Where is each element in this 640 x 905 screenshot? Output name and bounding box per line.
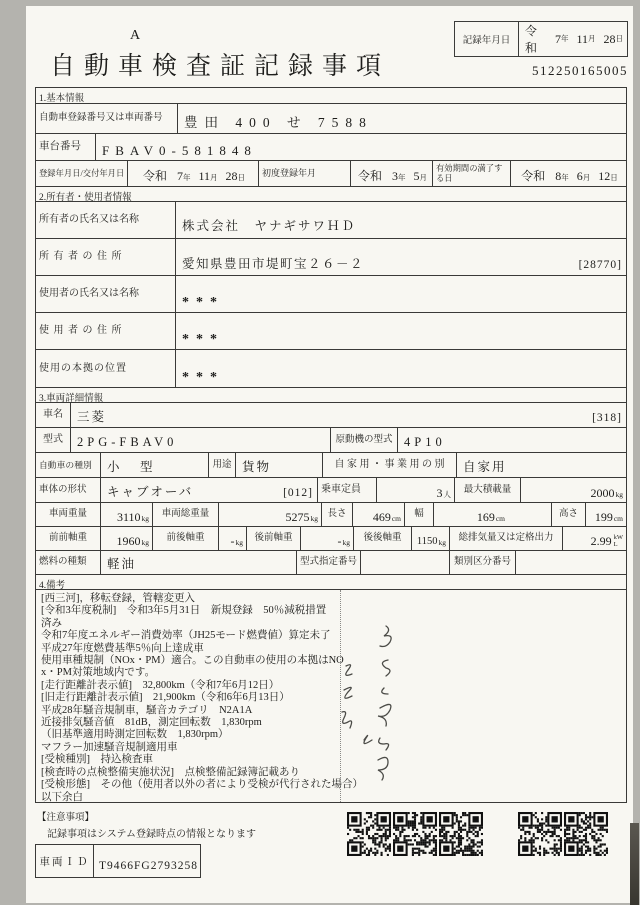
day-value: 12	[598, 168, 611, 183]
width-value	[434, 503, 552, 526]
vehicle-weight-number: 3110	[116, 509, 141, 524]
notice-text: 記録事項はシステム登録時点の情報となります	[47, 829, 256, 840]
base-location-row	[36, 349, 626, 387]
make-row	[36, 402, 626, 427]
remark-line: [令和3年度税制] 令和3年5月31日 新規登録 50％減税措置	[41, 605, 327, 617]
year-unit: 年	[182, 172, 191, 182]
qr-code-icon	[393, 812, 437, 856]
month-value: 11	[576, 31, 588, 46]
axle-rear-front-value	[301, 527, 354, 550]
owner-address-label: 所 有 者 の 住 所	[36, 239, 176, 275]
kg-unit: kg	[438, 537, 446, 547]
chassis-number-value: FBAV0-581848	[102, 142, 257, 158]
day-unit: 日	[237, 172, 246, 182]
year-unit: 年	[560, 34, 569, 43]
engine-model-label: 原動機の型式	[331, 428, 398, 452]
make-label: 車名	[36, 403, 71, 427]
kg-unit: kg	[141, 513, 149, 523]
kg-unit: kg	[141, 537, 149, 547]
era-label: 令和	[521, 168, 546, 183]
axle-front-front-value	[101, 527, 153, 550]
qr-code-icon	[347, 812, 391, 856]
vehicle-weight-value	[101, 503, 153, 526]
certificate-table	[35, 87, 627, 803]
classification-label: 類別区分番号	[450, 551, 516, 574]
length-label: 長さ	[322, 503, 353, 526]
length-number: 469	[372, 509, 391, 524]
category-value: 小 型	[101, 453, 209, 477]
owner-name-value: 株式会社 ヤナギサワＨＤ	[182, 219, 357, 234]
fuel-row	[36, 550, 626, 574]
user-name-value: ***	[182, 294, 224, 310]
kw-unit: kW	[613, 534, 623, 541]
era-label: 令和	[357, 168, 382, 183]
base-location-value: ***	[182, 369, 224, 385]
month-unit: 月	[419, 172, 427, 182]
remark-line: [西三河]，移転登録，管轄変更入	[41, 593, 195, 604]
make-text: 三菱	[77, 410, 107, 425]
era-label: 令和	[142, 168, 167, 183]
user-name-label: 使用者の氏名又は名称	[36, 276, 176, 312]
registration-number-value: 豊田 400 せ 7588	[184, 115, 373, 131]
length-value	[353, 503, 405, 526]
body-shape-text: キャブオーバ	[107, 485, 194, 500]
day-unit: 日	[615, 34, 623, 43]
month-value: 6	[576, 168, 583, 183]
remark-line: [受検種別] 持込検査車	[41, 754, 153, 766]
owner-address-code: [28770]	[578, 259, 622, 272]
section-heading-owner-user: 2.所有者・使用者情報	[36, 186, 626, 201]
gross-weight-label: 車両総重量	[153, 503, 219, 526]
document-serial-number: 512250165005	[532, 63, 628, 78]
cm-unit: cm	[391, 513, 401, 523]
classification-value	[516, 551, 626, 574]
model-row	[36, 427, 626, 452]
kg-unit: kg	[310, 513, 318, 523]
month-unit: 月	[582, 172, 591, 182]
owner-address-value	[176, 239, 626, 275]
person-unit: 人	[443, 489, 451, 499]
capacity-number: 3	[436, 485, 443, 500]
axle-front-rear-label: 前後軸重	[153, 527, 219, 550]
vehicle-id-box	[35, 844, 201, 878]
remark-line: 平成28年騒音規制車，騒音カテゴリ N2A1A	[41, 704, 253, 716]
remark-line: [検査時の点検整備実施状況] 点検整備記録簿記載あり	[41, 766, 300, 778]
model-value: 2PG-FBAV0	[71, 428, 331, 452]
scan-edge-artifact	[630, 823, 639, 905]
document-page	[26, 6, 633, 903]
displacement-value	[563, 527, 626, 550]
axle-front-rear-value	[219, 527, 247, 550]
expiry-date-label: 有効期間の満了する日	[433, 161, 511, 186]
type-designation-label: 型式指定番号	[297, 551, 361, 574]
owner-name-row	[36, 201, 626, 238]
make-value	[71, 403, 626, 427]
qr-code-icon	[439, 812, 483, 856]
private-business-label: 自 家 用 ・ 事 業 用 の 別	[323, 453, 457, 477]
section-heading-basic: 1.基本情報	[39, 94, 85, 104]
use-label: 用途	[209, 453, 236, 477]
owner-address-text: 愛知県豊田市堤町宝２６－２	[182, 257, 365, 272]
width-label: 幅	[405, 503, 434, 526]
cm-unit: cm	[613, 513, 623, 523]
section-heading-vehicle: 3.車両詳細情報	[36, 387, 626, 402]
displacement-label: 総排気量又は定格出力	[450, 527, 563, 550]
registration-number-label: 自動車登録番号又は車両番号	[36, 104, 178, 133]
first-registration-value	[351, 161, 433, 186]
qr-code-icon	[564, 812, 608, 856]
axle-weights-row	[36, 526, 626, 550]
year-value: 8	[555, 168, 562, 183]
day-unit: 日	[610, 172, 618, 182]
fuel-value: 軽油	[101, 551, 297, 574]
dates-row	[36, 160, 626, 186]
vehicle-id-value: T9466FG2793258	[99, 860, 198, 872]
axle-rear-rear-value	[412, 527, 450, 550]
month-value: 5	[413, 168, 420, 183]
axle-number: -	[230, 533, 235, 548]
height-label: 高さ	[552, 503, 586, 526]
width-number: 169	[476, 509, 495, 524]
kg-unit: kg	[342, 537, 350, 547]
liter-unit: L	[613, 540, 618, 548]
year-unit: 年	[398, 172, 406, 182]
registration-date-label: 登録年月日/交付年月日	[36, 161, 128, 186]
remark-line: 令和7年度エネルギー消費効率（JH25モード燃費値）算定未了	[41, 630, 331, 642]
remark-line: x・PM対策地域内です。	[41, 667, 156, 679]
chassis-number-row	[36, 133, 626, 160]
type-designation-value	[361, 551, 450, 574]
registration-number-row	[36, 103, 626, 133]
user-name-row	[36, 275, 626, 312]
year-value: 3	[392, 168, 398, 183]
height-value	[586, 503, 626, 526]
section-heading-remarks: 4.備考	[36, 574, 626, 589]
axle-rear-front-label: 後前軸重	[247, 527, 301, 550]
axle-front-front-label: 前前軸重	[36, 527, 101, 550]
year-value: 7	[176, 168, 183, 183]
kg-unit: kg	[235, 537, 243, 547]
day-value: 28	[603, 31, 616, 46]
month-value: 11	[198, 168, 211, 183]
model-label: 型式	[36, 428, 71, 452]
axle-number: 1960	[116, 533, 141, 548]
body-shape-row	[36, 477, 626, 502]
vehicle-id-label: 車両ＩＤ	[36, 845, 94, 877]
owner-address-row	[36, 238, 626, 275]
remarks-box	[36, 589, 626, 802]
document-title: 自動車検査証記録事項	[50, 53, 391, 80]
axle-number: -	[337, 533, 342, 548]
chassis-number-label: 車台番号	[36, 134, 96, 160]
user-address-row	[36, 312, 626, 349]
cm-unit: cm	[495, 513, 505, 523]
remark-line: 使用車種規制（NOx・PM）適合。この自動車の使用の本拠はNO	[41, 655, 344, 667]
max-load-number: 2000	[590, 485, 615, 500]
vehicle-weight-label: 車両重量	[36, 503, 101, 526]
remark-line: マフラー加速騒音規制適用車	[41, 741, 178, 753]
displacement-number: 2.99	[590, 533, 612, 548]
remark-line: 平成27年度燃費基準5％向上達成車	[41, 642, 204, 654]
category-label: 自動車の種別	[36, 453, 101, 477]
capacity-value	[377, 478, 455, 502]
expiry-date-value	[511, 161, 626, 186]
body-shape-code: [012]	[283, 487, 313, 500]
first-registration-label: 初度登録年月	[259, 161, 351, 186]
fuel-label: 燃料の種類	[36, 551, 101, 574]
user-address-label: 使 用 者 の 住 所	[36, 313, 176, 349]
month-unit: 月	[210, 172, 218, 182]
capacity-label: 乗車定員	[318, 478, 377, 502]
max-load-label: 最大積載量	[455, 478, 521, 502]
gross-weight-value	[219, 503, 322, 526]
max-load-value	[521, 478, 626, 502]
qr-code-icon	[518, 812, 562, 856]
use-value: 貨物	[236, 453, 323, 477]
remark-line: （旧基準適用時測定回転数 1,830rpm）	[41, 729, 229, 741]
gross-weight-number: 5275	[285, 509, 310, 524]
weights-dimensions-row	[36, 502, 626, 526]
user-address-value: ***	[182, 331, 224, 347]
private-business-value: 自家用	[463, 460, 507, 475]
category-row	[36, 452, 626, 477]
make-code: [318]	[592, 412, 622, 425]
remark-line: 近接排気騒音値 81dB，測定回転数 1,830rpm	[41, 717, 262, 729]
owner-name-label: 所有者の氏名又は名称	[36, 202, 176, 238]
registration-date-value	[128, 161, 259, 186]
record-date-box	[454, 21, 628, 57]
remark-line: [走行距離計表示値] 32,800km（令和7年6月12日）	[41, 679, 280, 691]
remark-line: 以下余白	[41, 791, 83, 802]
axle-number: 1150	[416, 536, 438, 548]
year-unit: 年	[561, 172, 569, 182]
displacement-units	[614, 535, 623, 548]
record-date-value	[519, 22, 627, 56]
remark-line: 済み	[41, 617, 62, 629]
page-corner-letter: A	[130, 28, 142, 43]
height-number: 199	[594, 509, 613, 524]
notice-heading: 【注意事項】	[37, 813, 95, 823]
body-shape-label: 車体の形状	[36, 478, 101, 502]
base-location-label: 使用の本拠の位置	[36, 350, 176, 387]
body-shape-value	[101, 478, 318, 502]
era-label: 令和	[525, 24, 538, 55]
month-unit: 月	[588, 34, 596, 43]
handwritten-scribble	[324, 620, 434, 790]
year-value: 7	[554, 31, 561, 46]
day-value: 28	[225, 168, 238, 183]
engine-model-value: 4P10	[404, 435, 446, 450]
kg-unit: kg	[615, 489, 623, 499]
remark-line: [受検形態] その他（使用者以外の者により受検が代行された場合）	[41, 779, 363, 791]
axle-rear-rear-label: 後後軸重	[354, 527, 412, 550]
record-date-label: 記録年月日	[455, 22, 519, 56]
remark-line: [旧走行距離計表示値] 21,900km（令和6年6月13日）	[41, 692, 290, 704]
